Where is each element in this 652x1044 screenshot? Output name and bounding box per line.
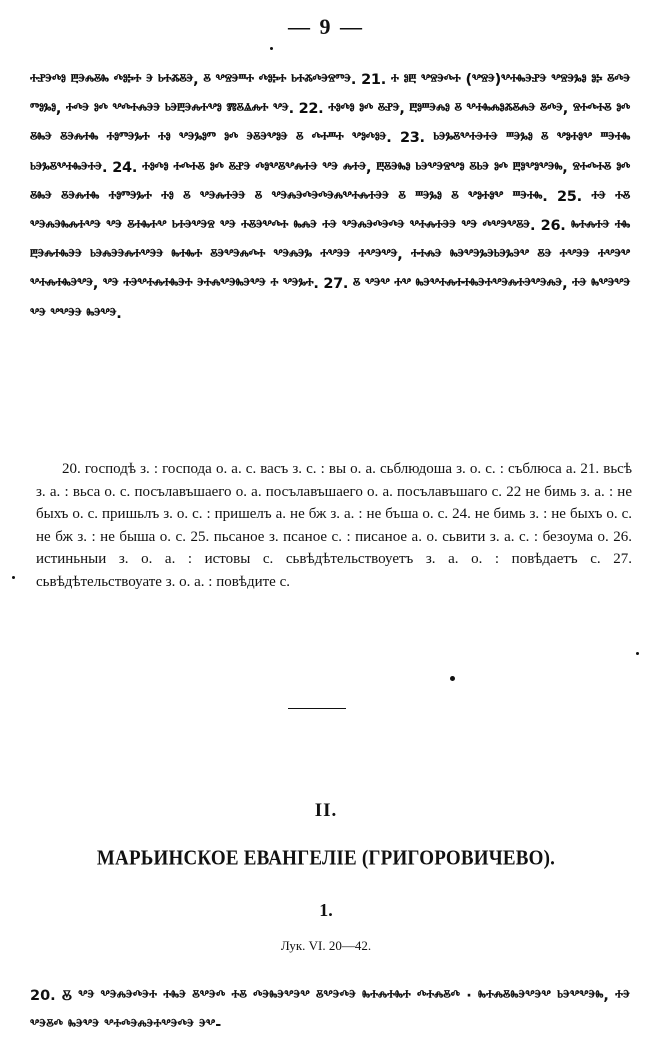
scripture-reference: Лук. VI. 20—42. <box>280 938 372 953</box>
section-number: II. <box>314 800 338 821</box>
verse-number: 20. <box>30 988 56 1004</box>
section-divider <box>288 708 346 709</box>
glagolitic-text-2: Ⰻ ⰲⰵ ⰲⰵⰾⰵⰴⰵⰰ ⰰⰸⰵ ⰻⰲⰵⰴ ⰰⰻ ⰴⰵⰸⰵⰲⰵⰲ ⰻⰲⰵⰴⰵ ⰸⰰⰾⰰⰸⰰ ⰴⰰⰾⰻⰴ · ⰸⰰⰾⰻⰸⰵⰲⰵⰲ ⱃⰵⰲⰲⰵⰸ, ⰰⰵ ⰲⰵⰻⰴ ⰸⰵⰲⰵ ⰲⰰⰴⰵⰾⰵⰰⰲⰵⰴⰵ ⰵⰲ- <box>30 988 630 1034</box>
glagolitic-text-block <box>30 66 630 329</box>
page-number: — 9 — <box>288 14 364 39</box>
glagolitic-text: ⰰⱀⰵⰴⱁ ⰱⰵⰾⰻⰸ ⰴⱁⰽⰰ ⰵ ⱃⰰⰶⰻⰵ, ⰻ ⰲⱄⰵⱎⰰ ⰴⱁⰽⰰ ⱃⰰⰶⰴⰵⱄⱅⰵ. 21. ⰰ ⱁⰱ ⰲⱄⰵⰴⰰ (ⰲⱄⰵ)ⰲⰰⰸⰵⱀⰵ ⰲⱄⰵⰳⱁ ⱁⰽ ⰻⰴⰵ ⱅⱁⰳⱁ, ⰰⰴⰵ ⱁⰴ ⰲⰴⰰⰾⰵⰵ ⱃⰵⰱⰵⰾⰰⰲⱁ ⰿⰻⱑⰾⰰ ⰲⰵ. 22. ⰰⱁⰴⱁ ⱁⰴ ⰻⱀⰵ, ⰱⱁⱎⰵⰾⱁ ⰻ ⰲⰰⰸⰾⱁⰶⰻⰾⰵ ⰻⰴⰵ, ⱄⰰⰴⰰⰻ ⱁⰴ ⰻⰸⰵ ⰻⰵⰾⰰⰸ ⰰⱁⱅⰵⰳⰰ ⰰⱁ ⰲⰵⰳⱁⱅ ⱁⰴ ⰵⰻⰵⰲⱁⰵ ⰻ ⰴⰰⱎⰰ ⰲⱁⰴⱁⰵ. 23. ⱃⰵⰳⰻⰲⰰⰵⰰⰵ ⱎⰵⰳⱁ ⰻ ⰲⱁⰰⱁⰲ ⱎⰵⰰⰸ ⱃⰵⰳⰻⰲⰰⰸⰵⰰⰵ. 24. ⰰⱁⰴⱁ ⰰⰴⰰⰻ ⱁⰴ ⰻⱀⰵ ⰴⱁⰲⰻⰲⰾⰰⰵ ⰲⰵ ⰾⰰⰵ, ⰱⰻⰵⰸⱁ ⱃⰵⰲⰵⱄⰲⱁ ⰻⱃⰵ ⱁⰴ ⰱⱁⰲⱁⰲⰵⰸ, ⱄⰰⰴⰰⰻ ⱁⰴ ⰻⰸⰵ ⰻⰵⰾⰰⰸ ⰰⱁⱅⰵⰳⰰ ⰰⱁ ⰻ ⰲⰵⰾⰰⰵⰵ ⰻ ⰲⰵⰾⰵⰴⰵⰴⰵⰾⰲⰰⰾⰰⰵⰵ ⰻ ⱎⰵⰳⱁ ⰻ ⰲⱁⰰⱁⰲ ⱎⰵⰰⰸ. 25. ⰰⰵ ⰰⰻ ⰲⰵⰾⰵⰸⰾⰰⰲⰵ ⰲⰵ ⰻⰰⰸⰰⰲ ⱃⰰⰵⰲⰵⱄ ⰲⰵ ⰰⰻⰵⰲⰴⰰ ⰸⰾⰵ ⰰⰵ ⰲⰵⰾⰵⰴⰵⰴⰵ ⰲⰰⰾⰰⰵⰵ ⰲⰵ ⰴⰲⰵⰲⰻⰵ. 26. ⰸⰰⰾⰰⰵ ⰰⰸ ⰱⰵⰾⰰⰸⰵⰵ ⱃⰵⰾⰵⰵⰾⰰⰲⰵⰵ ⰸⰰⰸⰰ ⰻⰵⰲⰵⰾⰴⰰ ⰲⰵⰾⰵⰳ ⰰⰲⰵⰵ ⰰⰲⰵⰲⰵ, ⰰⰰⰾⰵ ⰸⰵⰲⰵⰳⰵⱃⰵⰳⰵⰲ ⰻⰵ ⰰⰲⰵⰵ ⰰⰲⰵⰲ ⰲⰰⰾⰰⰸⰵⰲⰵ, ⰲⰵ ⰰⰵⰲⰰⰾⰰⰸⰵⰰ ⰵⰰⰾⰲⰵⰸⰵⰲⰵ ⰰ ⰲⰵⰳⰰ. 27. ⰻ ⰲⰵⰲ ⰰⰲ ⰸⰵⰲⰰⰾⰰⰰⰸⰵⰰⰲⰵⰾⰰⰵⰲⰵⰾⰵ, ⰰⰵ ⰸⰲⰵⰲⰵ ⰲⰵ ⰲⰲⰵⰵ ⰸⰵⰲⰵ. <box>30 72 630 322</box>
ink-speck <box>636 652 639 655</box>
ink-speck <box>450 676 455 681</box>
ink-speck <box>270 47 273 50</box>
variant-readings-notes <box>36 458 632 594</box>
chapter-number: 1. <box>319 900 333 920</box>
glagolitic-text-block-2 <box>30 982 630 1040</box>
notes-paragraph: 20. господѣ з. : господа о. а. с. васъ з. с. : вы о. а. сьблюдоша з. о. с. : съблюса а. 21. вьсѣ з. а. : вьса о. с. посълавъшаего о. а. посълавъшаего о. а. посълавъшаго с. 22 не бимь з. а. : не быхъ о. с. пришьлъ з. о. с. : пришелъ а. не бж з. а. : не бъша о. с. 24. не бимь з. : не быхъ о. с. не бж з. : не быша о. с. 25. пьсаное з. псаное с. : писаное а. о. сьвити з. а. с. : безоума о. 26. истиньныи з. о. а. : истовы с. сьвѣдѣтельствоуетъ з. а. о. : повѣдаетъ с. 27. сьвѣдѣтельствоуате з. о. а. : повѣдите с. <box>36 461 632 590</box>
ink-speck <box>12 576 15 579</box>
section-title: МАРЬИНСКОЕ ЕВАНГЕЛІЕ (ГРИГОРОВИЧЕВО). <box>96 846 556 871</box>
